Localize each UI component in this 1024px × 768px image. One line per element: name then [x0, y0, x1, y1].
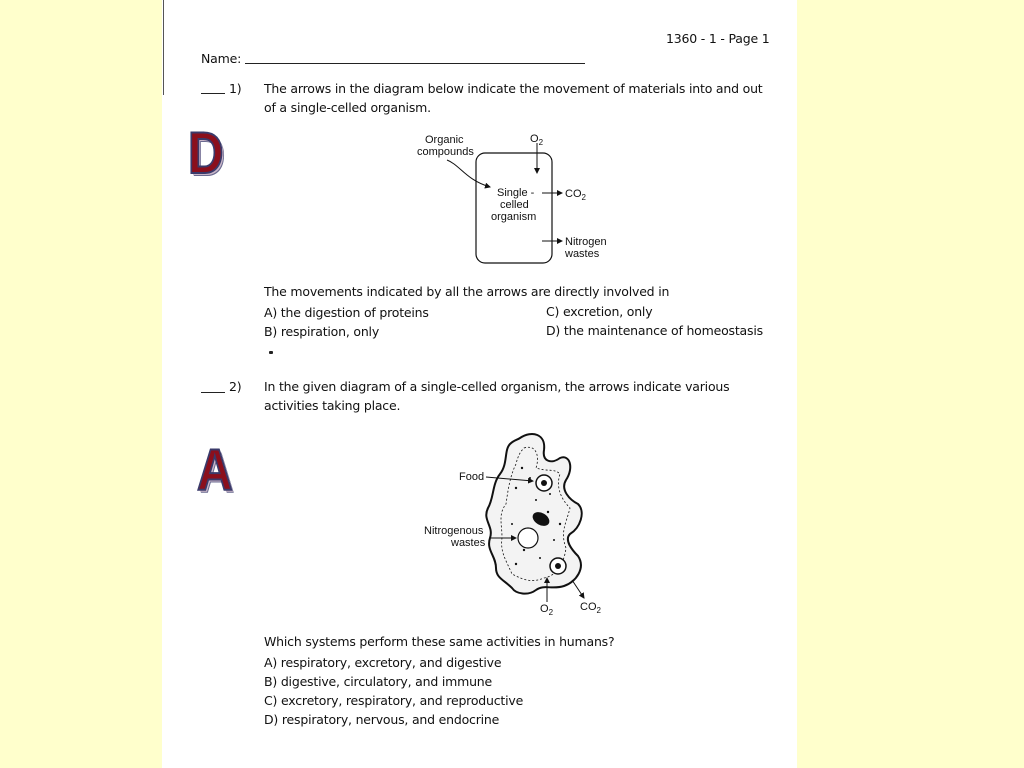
q2-option-a[interactable]: A) respiratory, excretory, and digestive [264, 655, 502, 670]
q2-stem: Which systems perform these same activities in humans? [264, 634, 615, 649]
contractile-vacuole [518, 528, 538, 548]
q2-amoeba-diagram [420, 428, 620, 620]
q1-option-b[interactable]: B) respiration, only [264, 324, 380, 339]
q2-text: In the given diagram of a single-celled organism, the arrows indicate various activities taking place. [264, 379, 730, 413]
page-identifier: 1360 - 1 - Page 1 [666, 31, 770, 46]
name-label: Name: [201, 51, 242, 66]
q1-text: The arrows in the diagram below indicate the movement of materials into and out of a single-celled organism. [264, 81, 763, 115]
q1-option-a[interactable]: A) the digestion of proteins [264, 305, 429, 320]
name-input-line[interactable] [245, 63, 585, 64]
q2-answer-badge: A [197, 438, 233, 503]
stray-mark [269, 351, 273, 354]
q1-stem: The movements indicated by all the arrows are directly involved in [264, 284, 670, 299]
q2-option-c[interactable]: C) excretory, respiratory, and reproductive [264, 693, 524, 708]
label-cell-1: Single - [497, 187, 535, 199]
co2-arrow [572, 580, 584, 598]
q2-option-d[interactable]: D) respiratory, nervous, and endocrine [264, 712, 500, 727]
q1-option-d[interactable]: D) the maintenance of homeostasis [546, 323, 763, 338]
label-cell-2: celled [500, 199, 529, 211]
label-o2: $O_2$ [530, 133, 544, 147]
organic-compounds-arrow [447, 160, 490, 187]
q2-answer-blank[interactable] [201, 392, 225, 393]
q2-option-b[interactable]: B) digestive, circulatory, and immune [264, 674, 493, 689]
label-cell-3: organism [491, 211, 537, 223]
label-food: Food [459, 471, 485, 483]
q1-answer-blank[interactable] [201, 93, 225, 94]
q1-cell-diagram [400, 125, 630, 270]
label-o2: $O_2$ [540, 603, 554, 617]
q2-number: 2) [229, 379, 242, 394]
label-compounds: compounds [417, 146, 474, 158]
label-wastes: wastes [565, 248, 600, 260]
q1-option-c[interactable]: C) excretion, only [546, 304, 653, 319]
q1-number: 1) [229, 81, 242, 96]
label-nitrogen: Nitrogen [565, 236, 607, 248]
label-co2: $CO_2$ [580, 601, 601, 615]
label-co2: $CO_2$ [565, 188, 586, 202]
label-wastes: wastes [451, 537, 486, 549]
label-nitrogenous: Nitrogenous [424, 525, 484, 537]
q1-answer-badge: D [188, 121, 224, 186]
label-organic: Organic [425, 134, 464, 146]
page-edge-line [163, 0, 164, 95]
